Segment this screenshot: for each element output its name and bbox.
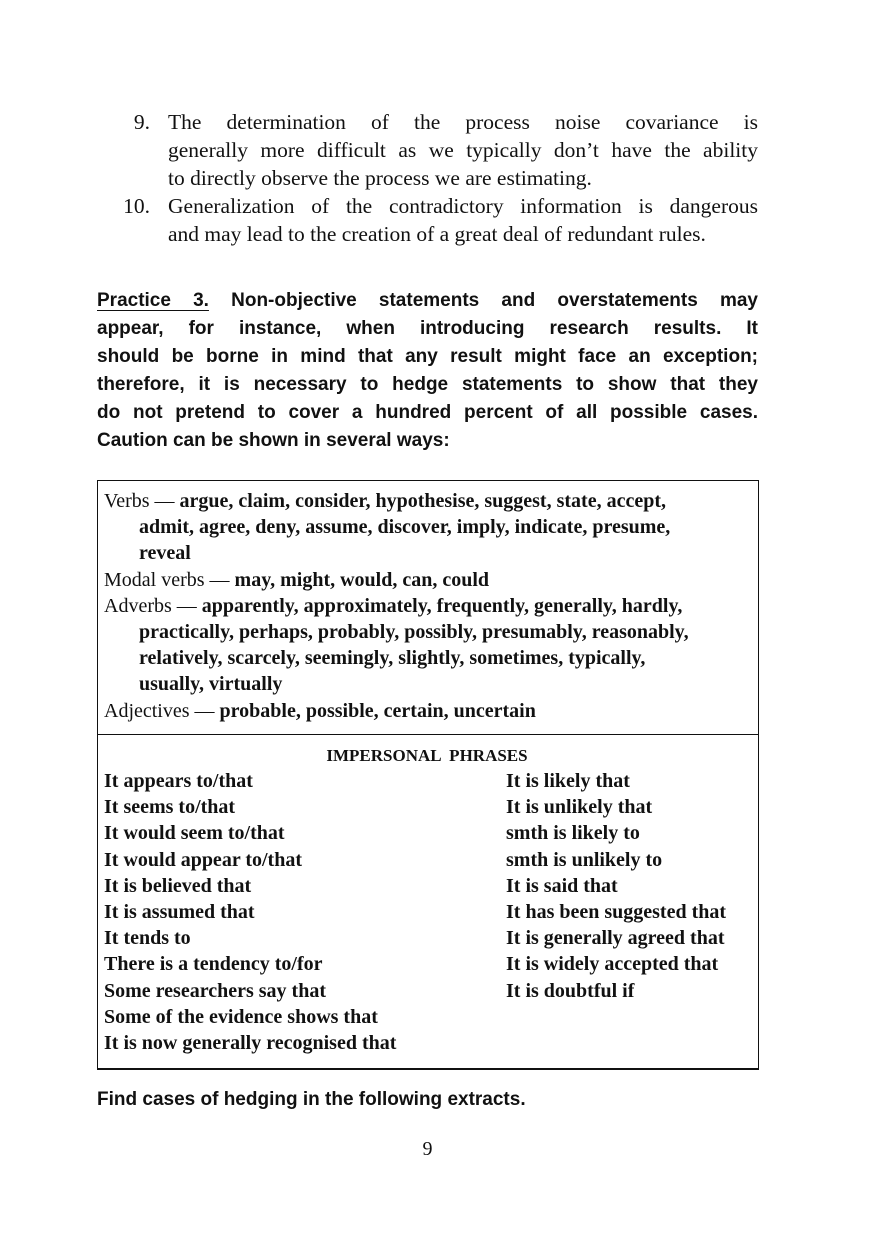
category-words: relatively, scarcely, seemingly, slightly, sometimes, typically, <box>139 647 646 670</box>
category-words: usually, virtually <box>139 673 283 696</box>
impersonal-phrase: It tends to <box>104 927 191 950</box>
practice-text: should be borne in mind that any result might face an exception; <box>97 346 758 367</box>
impersonal-phrase: It is likely that <box>506 770 630 792</box>
category-label: Modal verbs — <box>104 568 235 591</box>
list-number: 10. <box>123 194 150 218</box>
impersonal-phrase: It is believed that <box>104 874 252 897</box>
practice-line <box>97 318 758 340</box>
category-words: reveal <box>139 542 191 565</box>
list-item-line: to directly observe the process we are estimating. <box>168 166 592 190</box>
practice-label: Practice 3. <box>97 290 209 311</box>
category-words: admit, agree, deny, assume, discover, imply, indicate, presume, <box>139 516 671 539</box>
category-label: Adjectives — <box>104 699 220 722</box>
impersonal-phrase: It appears to/that <box>104 770 253 792</box>
impersonal-phrase: It would seem to/that <box>104 822 285 845</box>
hedging-table <box>97 480 759 1070</box>
practice-line <box>97 402 758 424</box>
practice-line <box>97 430 758 452</box>
practice-line <box>97 374 758 396</box>
task-instruction: Find cases of hedging in the following extracts. <box>97 1089 526 1110</box>
impersonal-phrase: It would appear to/that <box>104 848 302 871</box>
impersonal-phrase: It is said that <box>506 874 618 897</box>
impersonal-phrase: It is now generally recognised that <box>104 1032 397 1054</box>
practice-line <box>97 290 758 312</box>
impersonal-phrase: It is doubtful if <box>506 979 635 1002</box>
practice-text: Non-objective statements and overstatements may <box>208 290 758 311</box>
category-words: practically, perhaps, probably, possibly, presumably, reasonably, <box>139 621 689 643</box>
impersonal-phrase: smth is unlikely to <box>506 848 663 871</box>
practice-text: do not pretend to cover a hundred percent of all possible cases. <box>97 402 758 423</box>
impersonal-phrases-title: IMPERSONAL PHRASES <box>326 746 528 765</box>
impersonal-phrase: It is unlikely that <box>506 796 653 819</box>
list-item-line: generally more difficult as we typically don’t have the ability <box>168 138 758 162</box>
practice-line <box>97 346 758 368</box>
list-item-line: The determination of the process noise covariance is <box>168 110 758 134</box>
category-words: probable, possible, certain, uncertain <box>219 699 536 722</box>
category-words: apparently, approximately, frequently, generally, hardly, <box>201 594 683 617</box>
table-divider <box>97 734 759 735</box>
list-item-line: Generalization of the contradictory information is dangerous <box>168 194 758 218</box>
impersonal-phrase: It is assumed that <box>104 901 255 923</box>
category-label: Adverbs — <box>104 594 202 617</box>
impersonal-phrase: It seems to/that <box>104 796 236 819</box>
practice-text: appear, for instance, when introducing research results. It <box>97 318 758 339</box>
page-number: 9 <box>422 1138 433 1160</box>
practice-text: therefore, it is necessary to hedge statements to show that they <box>97 374 758 395</box>
category-words: argue, claim, consider, hypothesise, suggest, state, accept, <box>179 490 666 512</box>
impersonal-phrase: It is generally agreed that <box>506 927 725 950</box>
impersonal-phrase: It has been suggested that <box>506 901 727 923</box>
category-words: may, might, would, can, could <box>234 568 490 591</box>
practice-text: Caution can be shown in several ways: <box>97 430 450 451</box>
list-item-line: and may lead to the creation of a great deal of redundant rules. <box>168 222 706 246</box>
list-number: 9. <box>133 110 150 134</box>
impersonal-phrase: Some of the evidence shows that <box>104 1005 378 1028</box>
impersonal-phrase: There is a tendency to/for <box>104 953 323 976</box>
impersonal-phrase: It is widely accepted that <box>506 953 719 976</box>
impersonal-phrase: Some researchers say that <box>104 979 326 1002</box>
category-label: Verbs — <box>104 490 180 512</box>
impersonal-phrase: smth is likely to <box>506 822 640 845</box>
